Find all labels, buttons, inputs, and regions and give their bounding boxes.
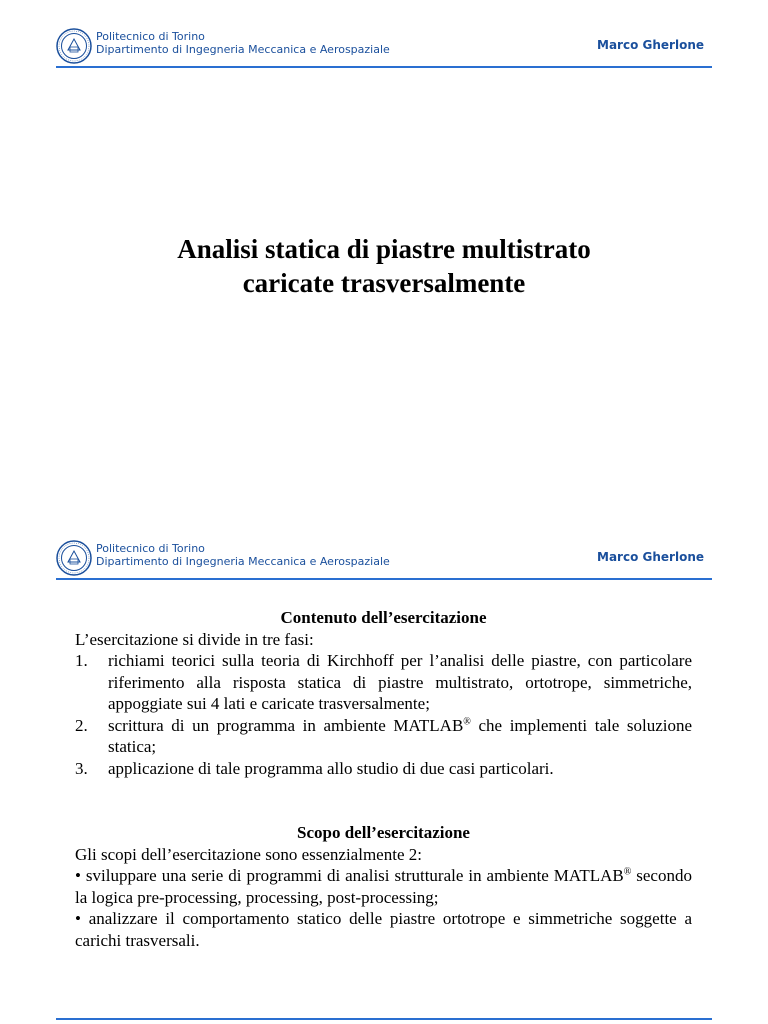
title-line2: caricate trasversalmente bbox=[242, 268, 526, 298]
bullet-item: • analizzare il comportamento statico delle piastre ortotrope e simmetriche soggette a carichi trasversali. bbox=[75, 909, 692, 950]
author-name: Marco Gherlone bbox=[597, 38, 704, 52]
institution-line2: Dipartimento di Ingegneria Meccanica e Aerospaziale bbox=[96, 43, 390, 56]
slide-header bbox=[56, 28, 712, 68]
list-number: 2. bbox=[75, 715, 88, 735]
section-intro: L’esercitazione si divide in tre fasi: bbox=[75, 629, 314, 649]
list-text: scrittura di un programma in ambiente MATLAB bbox=[108, 715, 464, 735]
list-text: applicazione di tale programma allo studio di due casi particolari. bbox=[108, 758, 554, 778]
list-number: 1. bbox=[75, 651, 88, 670]
list-item bbox=[75, 758, 692, 780]
institution-line1: Politecnico di Torino bbox=[96, 30, 205, 43]
university-seal-icon bbox=[56, 540, 92, 576]
institution-name bbox=[96, 542, 390, 568]
bullet-text-continued: secondo la logica pre-processing, processing, post-processing; bbox=[75, 866, 692, 907]
section-heading-contenuto: Contenuto dell’esercitazione bbox=[280, 608, 487, 627]
slide-title bbox=[0, 232, 768, 300]
registered-mark: ® bbox=[463, 715, 471, 727]
registered-mark: ® bbox=[623, 866, 632, 878]
slide-content bbox=[75, 607, 692, 951]
university-seal-icon bbox=[56, 28, 92, 64]
list-item bbox=[75, 715, 692, 758]
institution-line1: Politecnico di Torino bbox=[96, 542, 205, 555]
list-item bbox=[75, 650, 692, 715]
header-divider bbox=[56, 578, 712, 580]
institution-name bbox=[96, 30, 390, 56]
phases-list bbox=[75, 650, 692, 779]
list-text-continued: che implementi tale soluzione statica; bbox=[108, 715, 693, 756]
bullet-item bbox=[75, 865, 692, 908]
list-text: richiami teorici sulla teoria di Kirchhoff per l’analisi delle piastre, con particolare riferimento alla risposta statica di piastre multistrato, ortotrope, simmetriche, appoggiate sui 4 lati e caricate trasversalmente; bbox=[108, 651, 692, 713]
title-line1: Analisi statica di piastre multistrato bbox=[177, 234, 591, 264]
slide-header bbox=[56, 540, 712, 580]
footer-divider bbox=[56, 1018, 712, 1020]
list-number: 3. bbox=[75, 758, 88, 778]
content-slide bbox=[0, 512, 768, 1024]
author-name: Marco Gherlone bbox=[597, 550, 704, 564]
institution-line2: Dipartimento di Ingegneria Meccanica e Aerospaziale bbox=[96, 555, 390, 568]
header-divider bbox=[56, 66, 712, 68]
bullet-text: • sviluppare una serie di programmi di analisi strutturale in ambiente MATLAB bbox=[75, 866, 624, 885]
section-intro: Gli scopi dell’esercitazione sono essenzialmente 2: bbox=[75, 844, 422, 864]
section-heading-scopo: Scopo dell’esercitazione bbox=[297, 823, 470, 842]
